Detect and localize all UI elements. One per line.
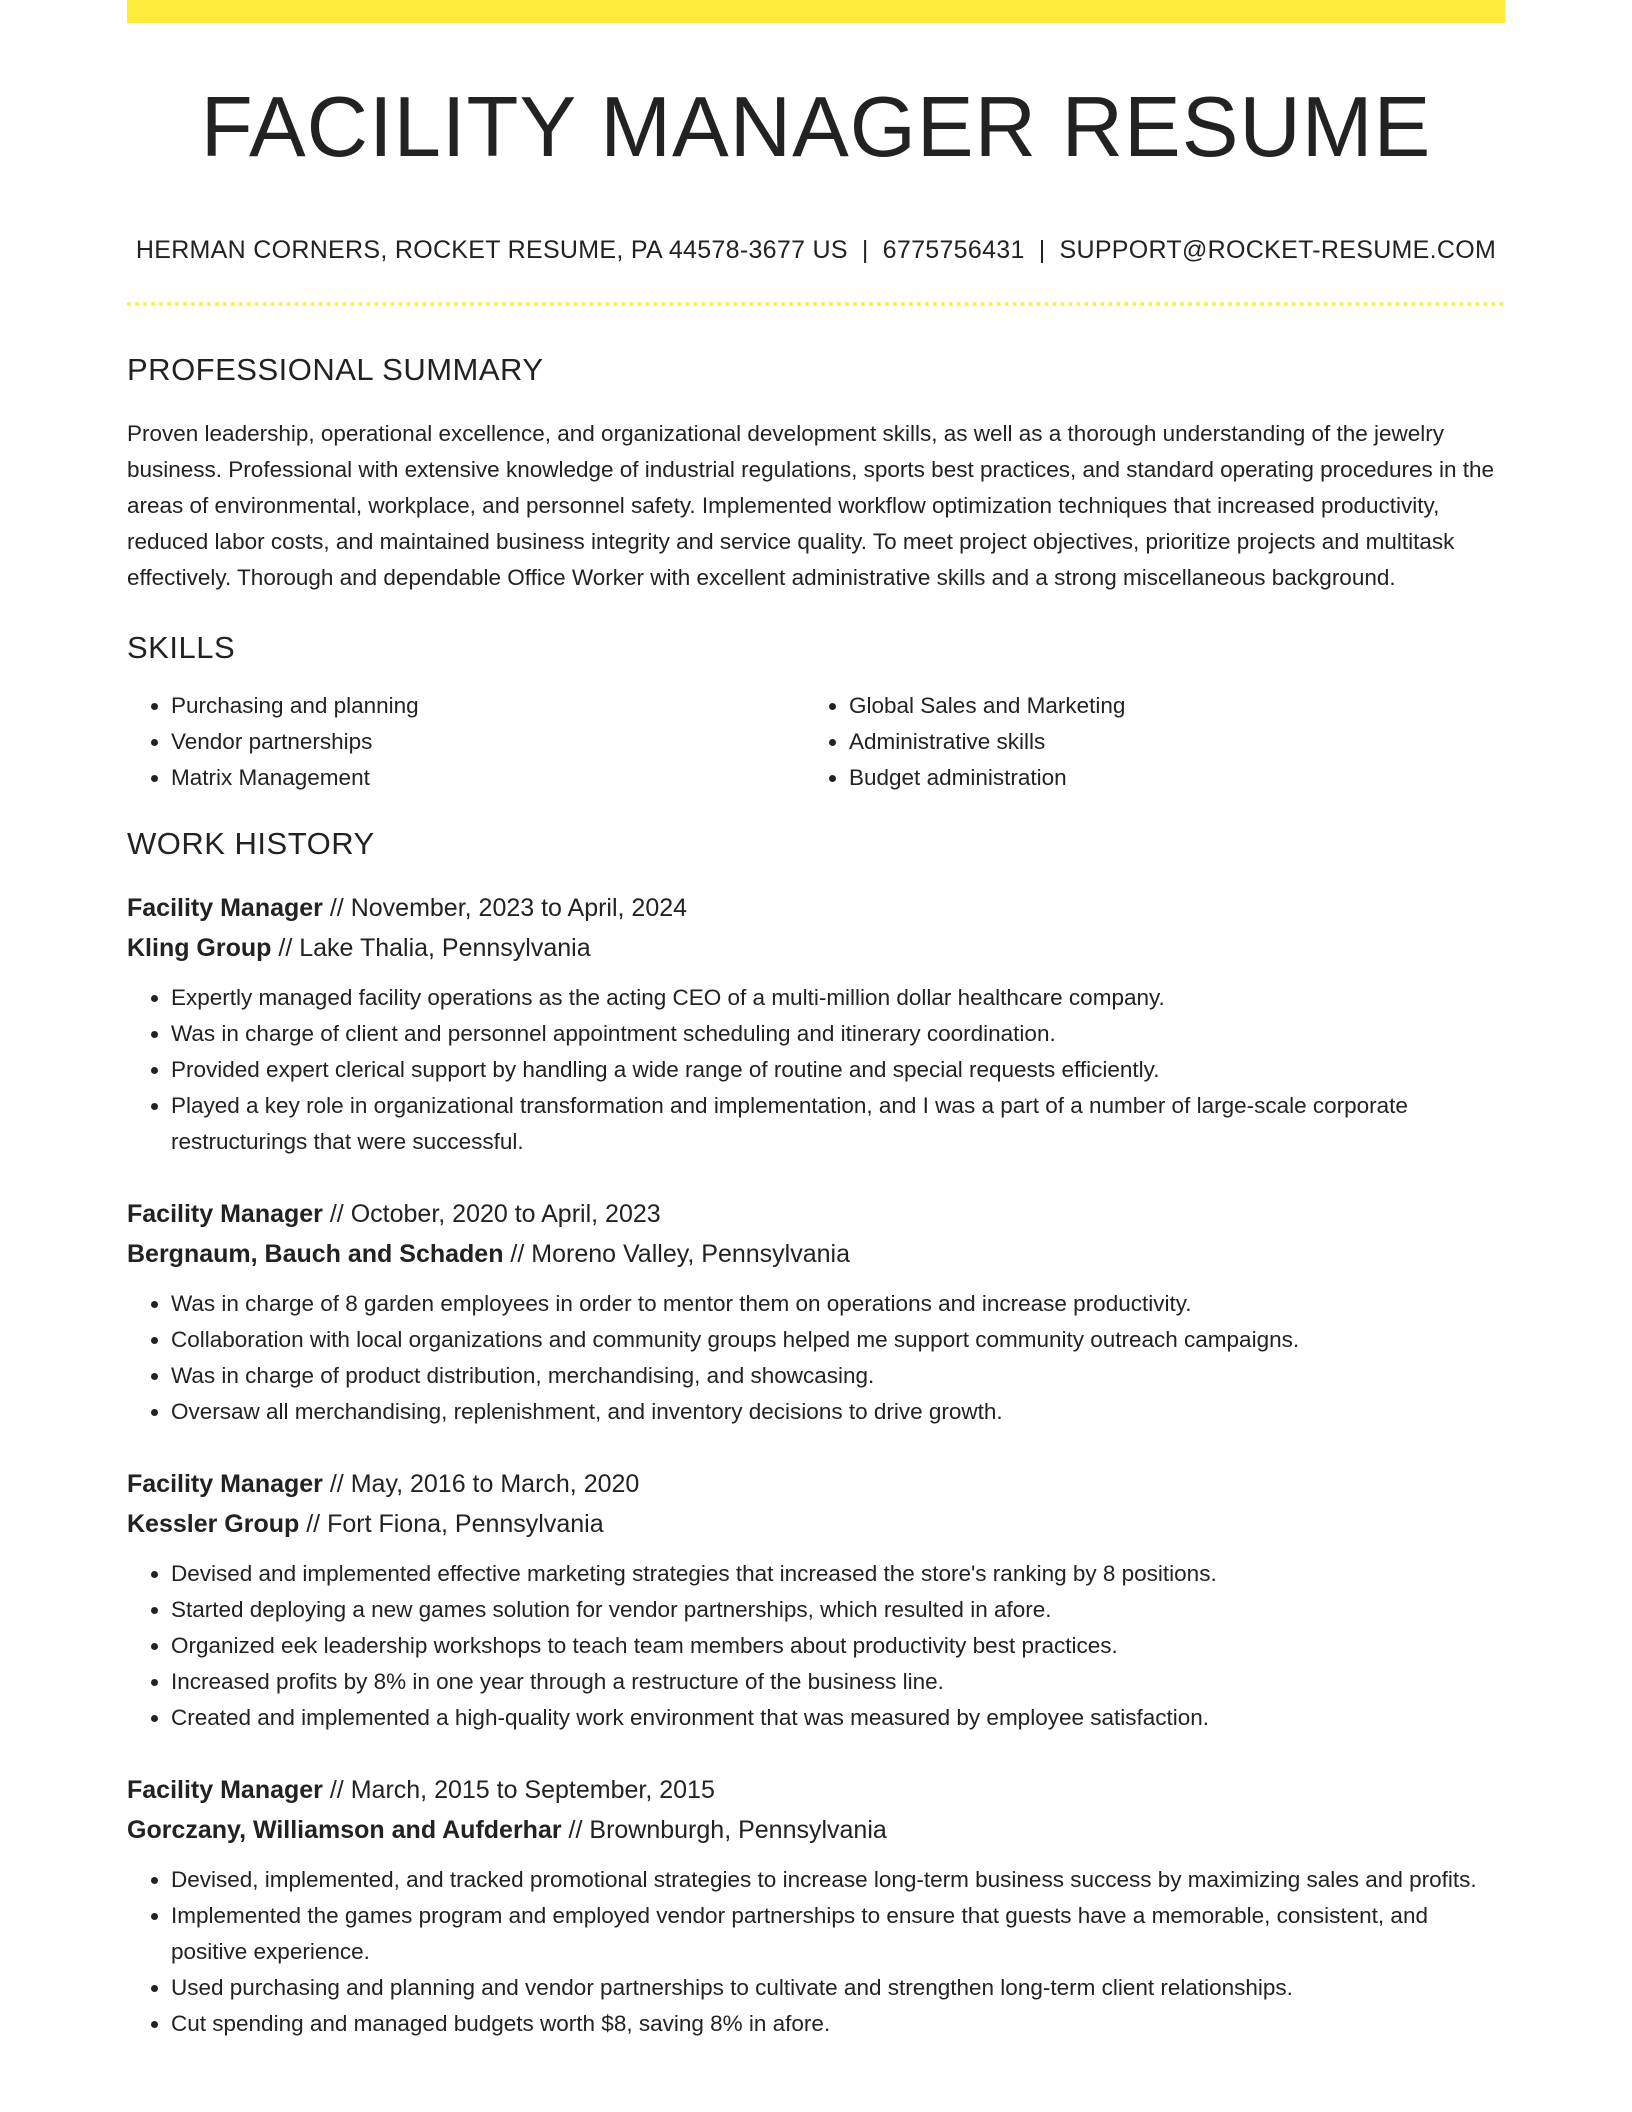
- divider-text: //: [278, 934, 293, 962]
- divider-text: //: [329, 894, 344, 922]
- job-bullet: • Devised, implemented, and tracked promotional strategies to increase long-term business success by maximizing sales and profits.: [171, 1862, 1505, 1898]
- skill-item: • Administrative skills: [849, 724, 1483, 760]
- job-title: Facility Manager: [127, 1470, 323, 1498]
- job-dates: October, 2020 to April, 2023: [350, 1200, 661, 1228]
- job-bullet: • Was in charge of product distribution, merchandising, and showcasing.: [171, 1358, 1505, 1394]
- skill-item: • Global Sales and Marketing: [849, 688, 1483, 724]
- work-history-heading: WORK HISTORY: [127, 826, 375, 861]
- job-company: Bergnaum, Bauch and Schaden: [127, 1240, 504, 1268]
- contact-separator: |: [861, 236, 869, 264]
- job-bullet: • Was in charge of client and personnel appointment scheduling and itinerary coordination.: [171, 1016, 1505, 1052]
- skills-column-left: [127, 688, 805, 796]
- job-company: Kling Group: [127, 934, 272, 962]
- divider-text: //: [329, 1470, 344, 1498]
- job-bullets: [127, 980, 1505, 1160]
- skill-item: • Budget administration: [849, 760, 1483, 796]
- job-dates: November, 2023 to April, 2024: [350, 894, 688, 922]
- accent-bar: [127, 0, 1505, 23]
- job-company-line: [127, 1504, 1505, 1544]
- job-entry: [127, 1770, 1505, 2042]
- job-entry: [127, 1194, 1505, 1430]
- job-bullet: • Played a key role in organizational transformation and implementation, and I was a part of a number of large-scale corporate restructurings that were successful.: [171, 1088, 1505, 1160]
- job-dates: March, 2015 to September, 2015: [350, 1776, 715, 1804]
- skills-column-right: [805, 688, 1483, 796]
- job-title: Facility Manager: [127, 1776, 323, 1804]
- job-bullet: • Oversaw all merchandising, replenishment, and inventory decisions to drive growth.: [171, 1394, 1505, 1430]
- contact-email[interactable]: SUPPORT@ROCKET-RESUME.COM: [1059, 236, 1497, 264]
- job-company-line: [127, 1234, 1505, 1274]
- job-bullet: • Expertly managed facility operations as the acting CEO of a multi-million dollar healthcare company.: [171, 980, 1505, 1016]
- divider-text: //: [568, 1816, 583, 1844]
- divider-text: //: [306, 1510, 321, 1538]
- job-entry: [127, 888, 1505, 1160]
- job-bullets: [127, 1556, 1505, 1736]
- skills-heading: SKILLS: [127, 630, 236, 665]
- job-title-line: [127, 1194, 1505, 1234]
- job-dates: May, 2016 to March, 2020: [350, 1470, 640, 1498]
- job-title-line: [127, 1770, 1505, 1810]
- job-bullet: • Provided expert clerical support by handling a wide range of routine and special requests efficiently.: [171, 1052, 1505, 1088]
- skill-item: • Matrix Management: [171, 760, 805, 796]
- job-bullet: • Collaboration with local organizations and community groups helped me support community outreach campaigns.: [171, 1322, 1505, 1358]
- job-bullet: • Created and implemented a high-quality work environment that was measured by employee satisfaction.: [171, 1700, 1505, 1736]
- job-bullet: • Cut spending and managed budgets worth $8, saving 8% in afore.: [171, 2006, 1505, 2042]
- skill-item: • Vendor partnerships: [171, 724, 805, 760]
- skills-list: [127, 688, 1505, 796]
- job-entry: [127, 1464, 1505, 1736]
- divider-text: //: [329, 1776, 344, 1804]
- job-company: Kessler Group: [127, 1510, 300, 1538]
- job-company-line: [127, 928, 1505, 968]
- summary-text: Proven leadership, operational excellence, and organizational development skills, as well as a thorough understanding of the jewelry business. Professional with extensive knowledge of industrial regulations, sports best practices, and standard operating procedures in the areas of environmental, workplace, and personnel safety. Implemented workflow optimization techniques that increased productivity, reduced labor costs, and maintained business integrity and service quality. To meet project objectives, prioritize projects and multitask effectively. Thorough and dependable Office Worker with excellent administrative skills and a strong miscellaneous background.: [127, 421, 1495, 590]
- job-location: Brownburgh, Pennsylvania: [589, 1816, 887, 1844]
- contact-phone[interactable]: 6775756431: [882, 236, 1025, 264]
- divider-text: //: [510, 1240, 525, 1268]
- job-company-line: [127, 1810, 1505, 1850]
- job-title-line: [127, 888, 1505, 928]
- job-location: Moreno Valley, Pennsylvania: [531, 1240, 850, 1268]
- job-title-line: [127, 1464, 1505, 1504]
- job-location: Fort Fiona, Pennsylvania: [327, 1510, 604, 1538]
- job-bullet: • Devised and implemented effective marketing strategies that increased the store's ranking by 8 positions.: [171, 1556, 1505, 1592]
- resume-title: FACILITY MANAGER RESUME: [200, 80, 1432, 175]
- job-bullets: [127, 1286, 1505, 1430]
- contact-address: HERMAN CORNERS, ROCKET RESUME, PA 44578-3677 US: [135, 236, 848, 264]
- dotted-divider: [127, 302, 1505, 306]
- job-bullets: [127, 1862, 1505, 2042]
- job-company: Gorczany, Williamson and Aufderhar: [127, 1816, 562, 1844]
- skill-item: • Purchasing and planning: [171, 688, 805, 724]
- job-bullet: • Implemented the games program and employed vendor partnerships to ensure that guests have a memorable, consistent, and positive experience.: [171, 1898, 1505, 1970]
- summary-heading: PROFESSIONAL SUMMARY: [127, 352, 544, 387]
- job-bullet: • Increased profits by 8% in one year through a restructure of the business line.: [171, 1664, 1505, 1700]
- job-title: Facility Manager: [127, 1200, 323, 1228]
- resume-page: [127, 0, 1505, 2042]
- job-title: Facility Manager: [127, 894, 323, 922]
- job-location: Lake Thalia, Pennsylvania: [299, 934, 591, 962]
- divider-text: //: [329, 1200, 344, 1228]
- job-bullet: • Used purchasing and planning and vendor partnerships to cultivate and strengthen long-term client relationships.: [171, 1970, 1505, 2006]
- contact-separator: |: [1038, 236, 1046, 264]
- contact-line: [127, 236, 1505, 265]
- job-bullet: • Was in charge of 8 garden employees in order to mentor them on operations and increase productivity.: [171, 1286, 1505, 1322]
- job-bullet: • Started deploying a new games solution for vendor partnerships, which resulted in afore.: [171, 1592, 1505, 1628]
- job-bullet: • Organized eek leadership workshops to teach team members about productivity best practices.: [171, 1628, 1505, 1664]
